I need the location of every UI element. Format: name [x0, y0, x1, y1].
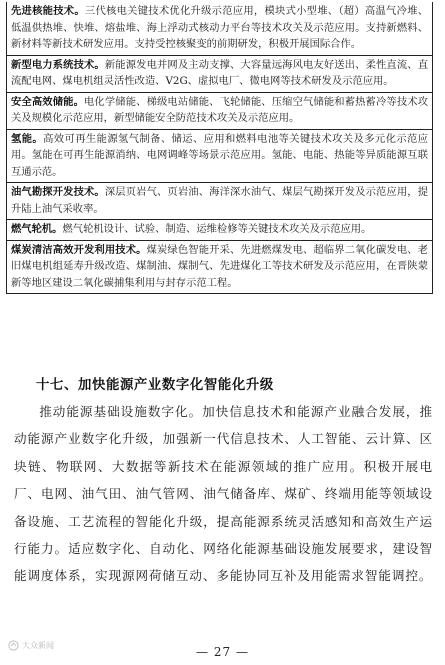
row-text: 燃气轮机设计、试验、制造、运维检修等关键技术攻关及示范应用。 [62, 223, 372, 235]
table-row [7, 2, 432, 55]
page-number: — 27 — [196, 645, 249, 659]
row-term: 氢能。 [11, 132, 44, 145]
row-text: 煤炭绿色智能开采、先进燃煤发电、超临界二氧化碳发电、老旧煤电机组延寿升级改造、煤制油、煤制气、先进煤化工等技术研发及示范应用，在晋陕蒙新等地区建设二氧化碳捕集利用与封存示范工程。 [11, 243, 429, 289]
body-paragraph: 推动能源基础设施数字化。加快信息技术和能源产业融合发展，推动能源产业数字化升级，加强新一代信息技术、人工智能、云计算、区块链、物联网、大数据等新技术在能源领域的推广应用。积极开展电厂、电网、油气田、油气管网、油气储备库、煤矿、终端用能等领域设备设施、工艺流程的智能化升级，提高能源系统灵活感知和高效生产运行能力。适应数字化、自动化、网络化能源基础设施发展要求，建设智能调度体系，实现源网荷储互动、多能协同互补及用能需求智能调控。 [14, 404, 433, 584]
row-term: 燃气轮机。 [11, 223, 63, 235]
watermark-text: 大众新闻 [22, 641, 54, 650]
row-term: 先进核能技术。 [11, 5, 85, 17]
row-term: 油气勘探开发技术。 [11, 186, 105, 198]
section-heading: 十七、加快能源产业数字化智能化升级 [36, 378, 274, 393]
row-text: 电化学储能、梯级电站储能、飞轮储能、压缩空气储能和蓄热蓄冷等技术攻关及规模化示范应用，新型储能安全防范技术攻关及示范应用。 [11, 95, 429, 124]
row-term: 安全高效储能。 [11, 95, 84, 108]
row-text: 高效可再生能源氢气制备、储运、应用和燃料电池等关键技术攻关及多元化示范应用。氢能在可再生能源消纳、电网调峰等场景示范应用。氢能、电能、热能等异质能源互联互通示范。 [11, 132, 428, 178]
row-text: 新能源发电并网及主动支撑、大容量远海风电友好送出、柔性直流、直流配电网、煤电机组灵活性改造、V2G、虚拟电厂、微电网等技术研发及示范应用。 [11, 58, 429, 87]
row-term: 煤炭清洁高效开发利用技术。 [11, 243, 147, 256]
table-row [7, 92, 432, 129]
table-row [7, 129, 432, 183]
table-row [7, 240, 432, 294]
technology-table [6, 2, 433, 294]
row-term: 新型电力系统技术。 [11, 58, 105, 71]
row-text: 三代核电关键技术优化升级示范应用，模块式小型堆、（超）高温气冷堆、低温供热堆、快堆、熔盐堆、海上浮动式核动力平台等技术攻关及示范应用。支持新燃料、新材料等新技术研发应用。支持受控核聚变的前期研发，积极开展国际合作。 [11, 5, 428, 50]
table-row [7, 55, 432, 92]
table-row [7, 219, 432, 240]
table-row [7, 182, 432, 219]
row-text: 深层页岩气、页岩油、海洋深水油气、煤层气勘探开发及示范应用，提升陆上油气采收率。 [11, 186, 429, 215]
